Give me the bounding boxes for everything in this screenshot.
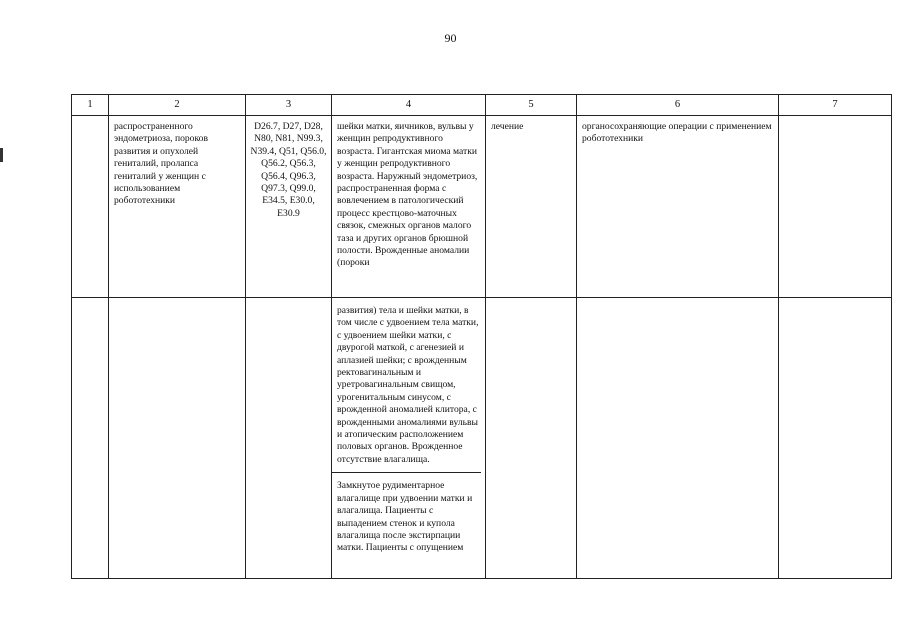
row2-cell-5 (486, 298, 577, 579)
row1-cell-6 (577, 116, 779, 298)
row2-cell-2 (109, 298, 246, 579)
row1-cell-2 (109, 116, 246, 298)
header-cell-3: 3 (246, 95, 332, 116)
row2-patient-model-part1: развития) тела и шейки матки, в том числе с удвоением тела матки, с удвоением шейки матки, с двурогой маткой, с агенезией и аплазией шейки; с врожденным ректовагинальным и уретровагинальным свищом, урогенитальным синусом, с врожденной аномалией клитора, с врожденными аномалиями вульвы и атопическим расположением половых органов. Врожденное отсутствие влагалища. (337, 305, 479, 465)
table-row (72, 298, 892, 579)
row2-cost (779, 298, 891, 303)
row2-treatment-type (486, 298, 576, 303)
header-cell-2: 2 (109, 95, 246, 116)
row1-procedure-name: распространенного эндометриоза, пороков развития и опухолей гениталий, пролапса гениталий у женщин с использованием робототехники (114, 121, 208, 207)
row2-number (72, 298, 108, 303)
row2-cell-7 (779, 298, 892, 579)
row2-patient-model-part2: Замкнутое рудиментарное влагалище при удвоении матки и влагалища. Пациенты с выпадением стенок и купола влагалища после экстирпации матки. Пациенты с опущением (337, 480, 473, 554)
row1-cell-5 (486, 116, 577, 298)
row1-cell-7 (779, 116, 892, 298)
header-cell-5: 5 (486, 95, 577, 116)
binding-mark (0, 148, 3, 162)
header-cell-6: 6 (577, 95, 779, 116)
row2-icd-codes (246, 298, 331, 303)
row1-treatment-type: лечение (491, 121, 524, 132)
row2-cell-1 (72, 298, 109, 579)
header-cell-1: 1 (72, 95, 109, 116)
row1-cell-1 (72, 116, 109, 298)
medical-procedures-table (71, 94, 892, 579)
table-row (72, 116, 892, 298)
row1-icd-codes: D26.7, D27, D28, N80, N81, N99.3, N39.4, Q51, Q56.0, Q56.2, Q56.3, Q56.4, Q96.3, Q97.3, Q99.0, E34.5, E30.0, E30.9 (250, 121, 327, 219)
table-header-row (72, 95, 892, 116)
row1-cell-3 (246, 116, 332, 298)
row2-procedure-name (109, 298, 245, 303)
row2-cell-3 (246, 298, 332, 579)
row2-cell-4 (332, 298, 486, 579)
row1-cost (779, 116, 891, 121)
row1-patient-model: шейки матки, яичников, вульвы у женщин репродуктивного возраста. Гигантская миома матки у женщин репродуктивного возраста. Наружный эндометриоз, распространенная форма с вовлечением в патологический процесс крестцово-маточных связок, смежных органов малого таза и других органов брюшной полости. Врожденные аномалии (пороки (337, 121, 478, 269)
row1-cell-4 (332, 116, 486, 298)
row2-treatment-method (577, 298, 778, 303)
row2-cell-6 (577, 298, 779, 579)
header-cell-7: 7 (779, 95, 892, 116)
header-cell-4: 4 (332, 95, 486, 116)
page-number: 90 (444, 31, 457, 45)
row1-number (72, 116, 108, 121)
row1-treatment-method: органосохраняющие операции с применением робототехники (582, 121, 772, 145)
